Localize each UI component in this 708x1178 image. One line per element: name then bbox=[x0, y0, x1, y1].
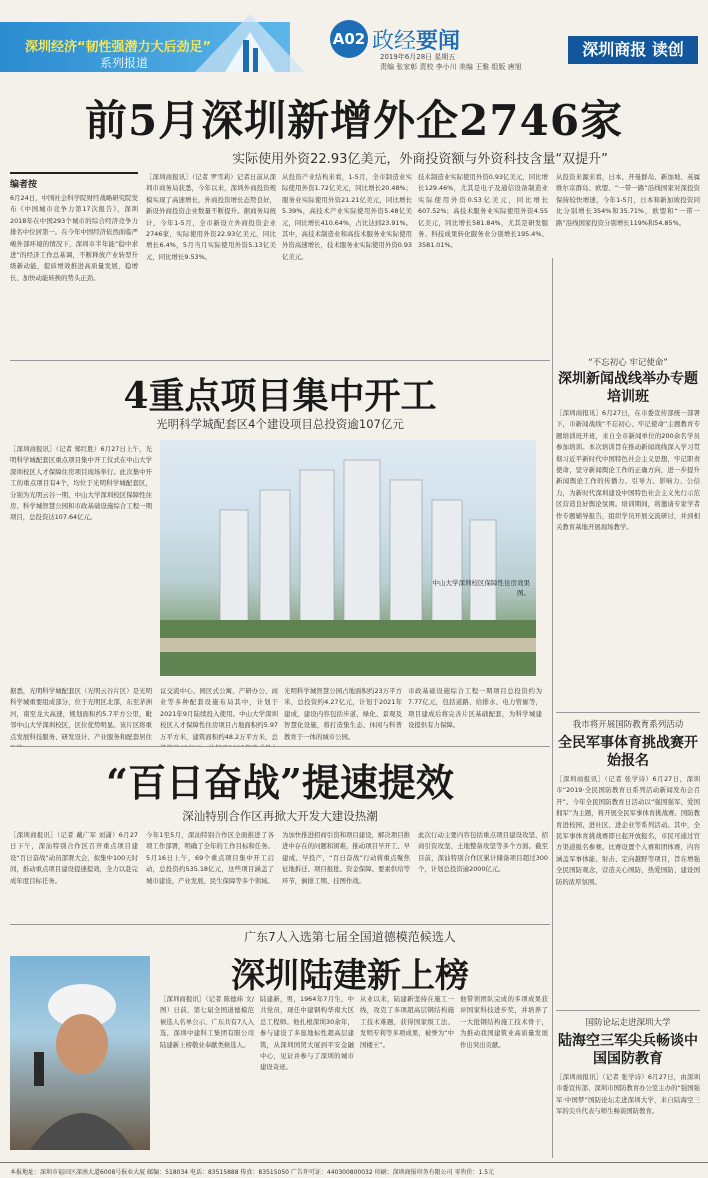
section-title-b: 要闻 bbox=[416, 29, 461, 54]
story4-body-col-2: 陆建新，男，1964年7月生，中共党员，现任中建钢构华南大区总工程师。他扎根深圳30余年，参与建设了多座地标性超高层建筑，从深圳国贸大厦到平安金融中心，见证并参与了深圳的城市建设奇迹。 bbox=[260, 995, 354, 1072]
editor-note bbox=[10, 172, 138, 350]
story4-kicker: 广东7人入选第七届全国道德模范候选人 bbox=[244, 930, 456, 944]
divider bbox=[10, 360, 550, 361]
page-footer: 本报地址：深圳市福田区深南大道6008号报业大厦 邮编：518034 电话：83515888 传真：83515050 广告许可证：440300800032 印刷：深圳商报印务有限公司 零售价：1.5元 bbox=[0, 1162, 708, 1178]
divider bbox=[10, 924, 550, 925]
editor-note-label: 编者按 bbox=[10, 172, 138, 190]
story2-body-col-4: 光明科学城智慧公园占地面积约23万平方米，总投资约4.27亿元，计划于2021年建成，建设内容包括步道、绿化、景观及智慧化设施，将打造集生态、休闲与科普教育于一体的城市公园。 bbox=[284, 687, 402, 741]
series-subtitle: 系列报道 bbox=[100, 56, 149, 70]
sidebar1-headline: 深圳新闻战线举办专题培训班 bbox=[558, 371, 698, 405]
column-divider bbox=[552, 258, 553, 1158]
newspaper-brand-logo: 深圳商报 读创 bbox=[568, 36, 698, 64]
story2-body-col-1: ［深圳商报讯］（记者 郑红胜）6月27日上午，光明科学城配套区重点项目集中开工仪式在中山大学深圳校区人才保障住房项目现场举行。此次集中开工的重点项目有4个，均位于光明科学城配套区，分别为光明云谷一期、中山大学深圳校区保障性住房、科学城智慧公园和市政基础设施综合工程一期项目，总投资达107.64亿元。 bbox=[10, 445, 152, 522]
story3-body-col-2: 今年1至5月，深汕特别合作区全面推进了各项工作部署，明确了全年的工作目标和任务。5月16日上午，69个重点项目集中开工启动，总投资约535.18亿元，这些项目涵盖了城市建设、产业发展、民生保障等多个领域。 bbox=[146, 831, 274, 885]
story4-body-col-1: ［深圳商报讯］（记者 陈德炜 文/图）日前，第七届全国道德模范候选人名单公示，广东共有7人入选，深圳中建科工集团有限公司陆建新上榜敬业奉献类候选人。 bbox=[160, 995, 254, 1049]
section-title-a: 政经 bbox=[372, 29, 417, 54]
sidebar3-body: ［深圳商报讯］（记者 张学诗）6月27日，由深圳市委宣传部、深圳市国防教育办公室主办的“强国强军·中国梦”国防论坛走进深圳大学，来自陆海空三军的尖兵代表与师生畅谈国防教育。 bbox=[556, 1073, 700, 1116]
story4-body-col-3: 从业以来，陆建新坚持在施工一线，攻克了多项超高层钢结构施工技术难题，获得国家级工法、发明专利等多项成果，被誉为“中国楼王”。 bbox=[360, 995, 454, 1049]
residential-towers-rendering-photo bbox=[160, 440, 536, 676]
editor-note-text: 6月24日，中国社会科学院财经战略研究院发布《中国城市竞争力第17次报告》，深圳2018年在中国293个城市的综合经济竞争力排名中位居第一。在今年中国经济依然面临严峻外部环境的情况下，深圳市半年能“稳中求进”的经济工作总基调，不断释放产业转型升级新动能，提质增效推进高质量发展，稳增长、加快动能转换的势头正劲。 bbox=[10, 194, 138, 282]
lead-body-col-1: ［深圳商报讯］（记者 罗雪莉）记者日前从深圳市商务局获悉，今年以来，深圳外商投资规模实现了高速增长，外商投资增长态势良好，新设外商投资企业数量不断提升。据商务局统计，今年1-5月，全市新设立外商投资企业2746家，实际使用外资22.93亿美元，同比增长6.4%，5月当月实际使用外资5.13亿美元，同比增长9.53%。 bbox=[146, 173, 276, 261]
lead-headline: 前5月深圳新增外企2746家 bbox=[84, 96, 624, 145]
worker-illustration bbox=[10, 956, 150, 1150]
masthead bbox=[0, 0, 708, 80]
story3-subheadline: 深汕特别合作区再掀大开发大建设热潮 bbox=[182, 809, 378, 823]
lu-jianxin-portrait-photo bbox=[10, 956, 150, 1150]
story3-body-col-4: 此次行动主要内容包括重点项目建设攻坚、招商引资攻坚、土地整备攻坚等多个方面。截至目前，深汕特别合作区累计储备项目超过300个，计划总投资逾2000亿元。 bbox=[418, 831, 548, 874]
series-title: 深圳经济“韧性强潜力大后劲足” bbox=[25, 40, 212, 55]
divider bbox=[556, 712, 700, 713]
story2-body-col-5: 市政基础设施综合工程一期项目总投资约为7.77亿元，包括道路、给排水、电力管廊等，项目建成后将完善片区基础配套，为科学城建设提供有力保障。 bbox=[408, 687, 542, 730]
section-title bbox=[372, 24, 460, 55]
issue-meta bbox=[380, 52, 522, 72]
story4-headline: 深圳陆建新上榜 bbox=[231, 956, 469, 996]
sidebar2-headline: 全民军事体育挑战赛开始报名 bbox=[558, 735, 698, 769]
sidebar3-headline: 陆海空三军尖兵畅谈中国国防教育 bbox=[558, 1033, 698, 1067]
sidebar3-kicker: 国防论坛走进深圳大学 bbox=[585, 1018, 671, 1028]
sidebar2-body: ［深圳商报讯］（记者 张学诗）6月27日，深圳市“2019·全民国防教育日系列活动新闻发布会召开”。今年全民国防教育日活动以“强国强军、爱国拥军”为主题，将开展全民军事体育挑战赛、国防教育进校园、进社区、进企业等系列活动。其中，全民军事体育挑战赛即日起开放报名，市民可通过官方渠道报名参赛。比赛设置个人赛和团体赛，内容涵盖军事体能、射击、定向越野等项目，旨在增强全民国防观念，营造关心国防、热爱国防、建设国防的浓厚氛围。 bbox=[556, 775, 700, 886]
divider bbox=[556, 1010, 700, 1011]
sidebar2-kicker: 我市将开展国防教育系列活动 bbox=[572, 720, 684, 730]
story2-headline: 4重点项目集中开工 bbox=[123, 375, 437, 417]
issue-date: 2019年6月28日 星期五 bbox=[380, 53, 456, 61]
lead-body-col-2: 从投资产业结构来看，1-5月，全市制造业实际使用外资1.72亿美元，同比增长20.48%；服务业实际使用外资21.21亿美元，同比增长5.39%，高技术产业实际使用外资5.48亿美元，同比增长410.64%，占比达到23.91%。其中，高技术制造业和高技术服务业实际使用外资高速增长，技术服务业实际使用外资0.93亿美元。 bbox=[282, 173, 412, 261]
towers-illustration bbox=[160, 440, 536, 676]
story2-subheadline: 光明科学城配套区4个建设项目总投资逾107亿元 bbox=[156, 417, 404, 431]
issue-staff: 责编 张家彰 责校 李小川 美编 王雅 组版 唐旭 bbox=[380, 63, 522, 71]
story2-body-col-3: 议交流中心、园区式公寓、产研办公、商业等多种配套设施布局其中，计划于2021年9月陆续投入使用。中山大学深圳校区人才保障性住房项目占地面积约5.97万平方米，建筑面积约48.2万平方米，总 bbox=[160, 687, 278, 741]
story2-body-col-2: 据悉，光明科学城配套区（光明云谷片区）是光明科学城重要组成部分，位于光明区北部，东至茅洲河，南至龙大高速，规划面积约5.7平方公里，毗邻中山大学深圳校区，区位优势明显。该片区将重点发展科技服务、研发设计、产业服务和配套居住 bbox=[10, 687, 152, 741]
story4-body-col-4: 他带领团队完成的多项成果获评国家科技进步奖，并培养了一大批钢结构施工技术骨干，为推动我国建筑业高质量发展作出突出贡献。 bbox=[460, 995, 548, 1049]
story3-body-col-1: ［深圳商报讯］（记者 戴广军 刘潇）6月27日下午，深汕特别合作区召开重点项目建设“百日奋战”动员部署大会，拟集中100天时间，推动重点项目建设提速提效，全力以赴完成年度目标任务。 bbox=[10, 831, 138, 885]
lead-body-col-4: 从投资来源来看，日本、开曼群岛、新加坡、英属维尔京群岛、欧盟、“一带一路”沿线国家对深投资保持较快增速，今年1-5月，日本和新加坡投资同比分别增长354%和35.71%，欧盟和“一带一路”沿线国家投资分别增长119%和54.85%。 bbox=[556, 173, 700, 227]
lead-body-col-3: 技术制造业实际使用外资0.93亿美元，同比增长129.46%，尤其是电子及通信设备制造业实际使用外资0.53亿美元，同比增长607.52%；高技术服务业实际使用外资4.55亿美元，同比增长581.84%，尤其是研发服务、科技成果转化服务业分别增长195.4%、3581.01%。 bbox=[418, 173, 548, 250]
sidebar1-body: ［深圳商报讯］6月27日，在市委宣传部统一部署下，市新闻战线“不忘初心、牢记使命”主题教育专题培训班开班，来自全市新闻单位的200余名学员参加培训。本次培训旨在推动新闻战线深入学习贯彻习近平新时代中国特色社会主义思想，牢记职责使命，坚守新闻舆论工作的正确方向，进一步提升新闻舆论工作的传播力、引导力、影响力、公信力，为新时代深圳建设中国特色社会主义先行示范区营造良好舆论氛围。培训期间，将邀请专家学者作专题辅导报告，组织学员开展交流研讨，并到相关教育基地开展现场教学。 bbox=[556, 409, 700, 532]
story3-body-col-3: 为加快推进招商引资和项目建设，解决项目推进中存在的问题和困难，推动项目早开工、早建成、早投产，“百日奋战”行动将重点聚焦征地拆迁、项目报批、资金保障、要素供给等环节，倒排工期、挂图作战。 bbox=[282, 831, 410, 885]
divider bbox=[10, 746, 550, 747]
page-number-badge: A02 bbox=[330, 20, 368, 58]
story2-photo-caption: 中山大学深圳校区保障性住房效果图。 bbox=[432, 579, 530, 597]
sidebar1-kicker: “不忘初心 牢记使命” bbox=[588, 358, 668, 368]
lead-subheadline: 实际使用外资22.93亿美元，外商投资额与外资科技含量“双提升” bbox=[232, 152, 608, 167]
story3-headline: “百日奋战”提速提效 bbox=[106, 760, 454, 805]
